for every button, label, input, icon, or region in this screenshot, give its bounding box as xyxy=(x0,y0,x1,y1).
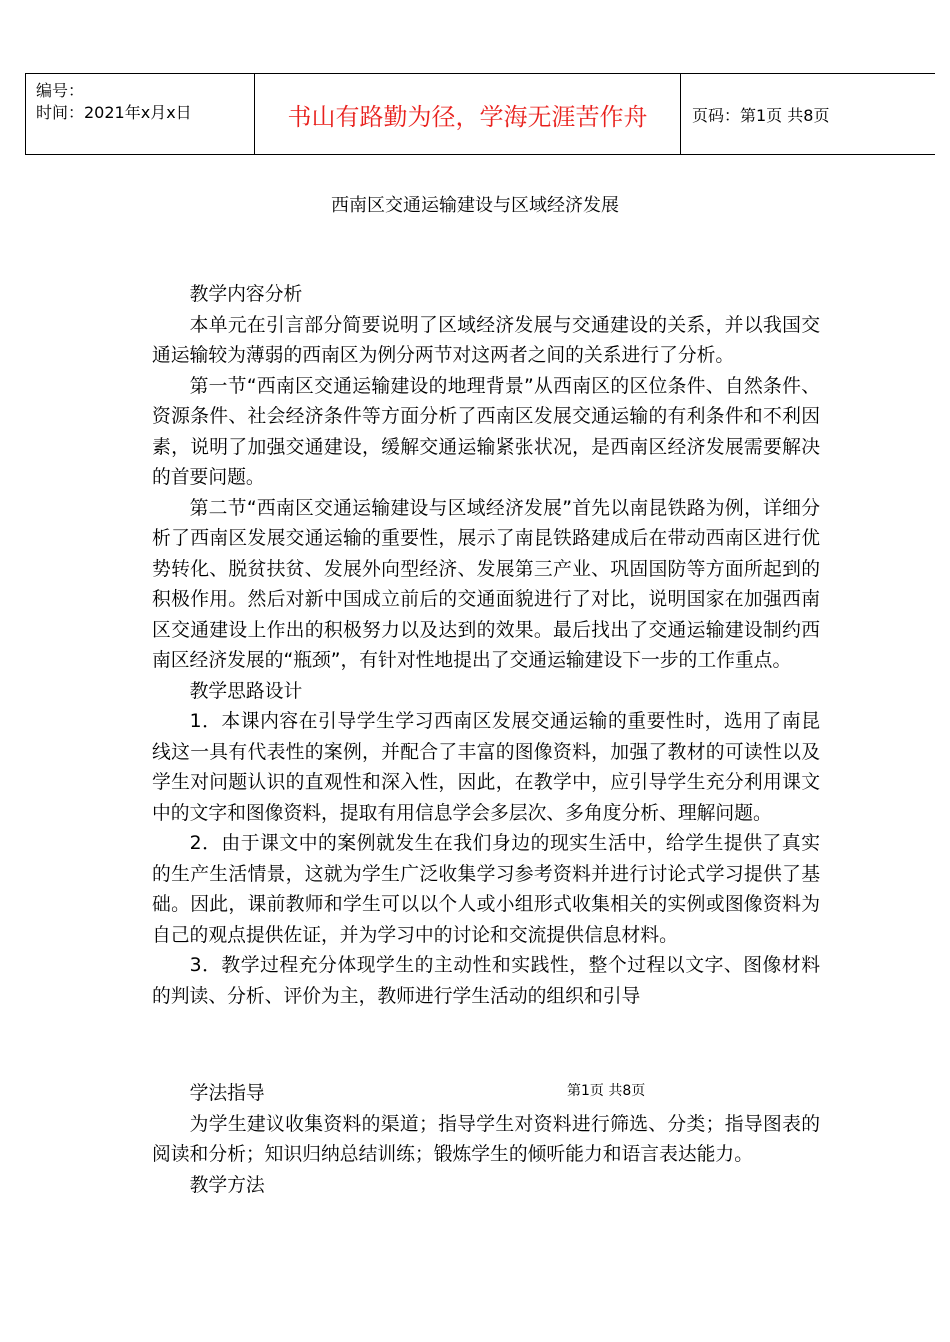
header-meta xyxy=(36,80,192,124)
document-body xyxy=(152,280,820,1012)
heading-design-approach: 教学思路设计 xyxy=(189,680,303,702)
paragraph-section-one: 第一节“西南区交通运输建设的地理背景”从西南区的区位条件、自然条件、资源条件、社会经济条件等方面分析了西南区发展交通运输的有利条件和不利因素，说明了加强交通建设，缓解交通运输紧张状况，是西南区经济发展需要解决的首要问题。 xyxy=(152,375,820,488)
paragraph-point-one: 1．本课内容在引导学生学习西南区发展交通运输的重要性时，选用了南昆线这一具有代表性的案例，并配合了丰富的图像资料，加强了教材的可读性以及学生对问题认识的直观性和深入性，因此，在教学中，应引导学生充分利用课文中的文字和图像资料，提取有用信息学会多层次、多角度分析、理解问题。 xyxy=(152,711,820,824)
heading-study-guidance: 学法指导 xyxy=(189,1083,265,1104)
heading-content-analysis: 教学内容分析 xyxy=(189,284,303,305)
header-page-label: 页码：第1页 共8页 xyxy=(692,105,830,125)
document-body-continued xyxy=(152,1079,820,1201)
page-footer-marker: 第1页 共8页 xyxy=(567,1083,646,1099)
header-table xyxy=(25,73,935,155)
paragraph-point-three: 3．教学过程充分体现学生的主动性和实践性，整个过程以文字、图像材料的判读、分析、评价为主，教师进行学生活动的组织和引导 xyxy=(152,955,820,1007)
document-title: 西南区交通运输建设与区域经济发展 xyxy=(331,195,619,216)
number-label: 编号： xyxy=(36,81,85,100)
header-divider-right xyxy=(680,74,681,154)
paragraph-intro: 本单元在引言部分简要说明了区域经济发展与交通建设的关系，并以我国交通运输较为薄弱的西南区为例分两节对这两者之间的关系进行了分析。 xyxy=(152,314,820,366)
heading-teaching-methods: 教学方法 xyxy=(189,1174,265,1196)
paragraph-study-guidance: 为学生建议收集资料的渠道；指导学生对资料进行筛选、分类；指导图表的阅读和分析；知识归纳总结训练；锻炼学生的倾听能力和语言表达能力。 xyxy=(152,1113,820,1165)
header-motto: 书山有路勤为径，学海无涯苦作舟 xyxy=(287,102,648,131)
paragraph-point-two: 2．由于课文中的案例就发生在我们身边的现实生活中，给学生提供了真实的生产生活情景，这就为学生广泛收集学习参考资料并进行讨论式学习提供了基础。因此，课前教师和学生可以以个人或小组形式收集相关的实例或图像资料为自己的观点提供佐证，并为学习中的讨论和交流提供信息材料。 xyxy=(152,833,820,946)
time-label: 时间：2021年x月x日 xyxy=(36,103,192,122)
paragraph-section-two: 第二节“西南区交通运输建设与区域经济发展”首先以南昆铁路为例，详细分析了西南区发展交通运输的重要性，展示了南昆铁路建成后在带动西南区进行优势转化、脱贫扶贫、发展外向型经济、发展第三产业、巩固国防等方面所起到的积极作用。然后对新中国成立前后的交通面貌进行了对比，说明国家在加强西南区交通建设上作出的积极努力以及达到的效果。最后找出了交通运输建设制约西南区经济发展的“瓶颈”，有针对性地提出了交通运输建设下一步的工作重点。 xyxy=(152,497,820,671)
